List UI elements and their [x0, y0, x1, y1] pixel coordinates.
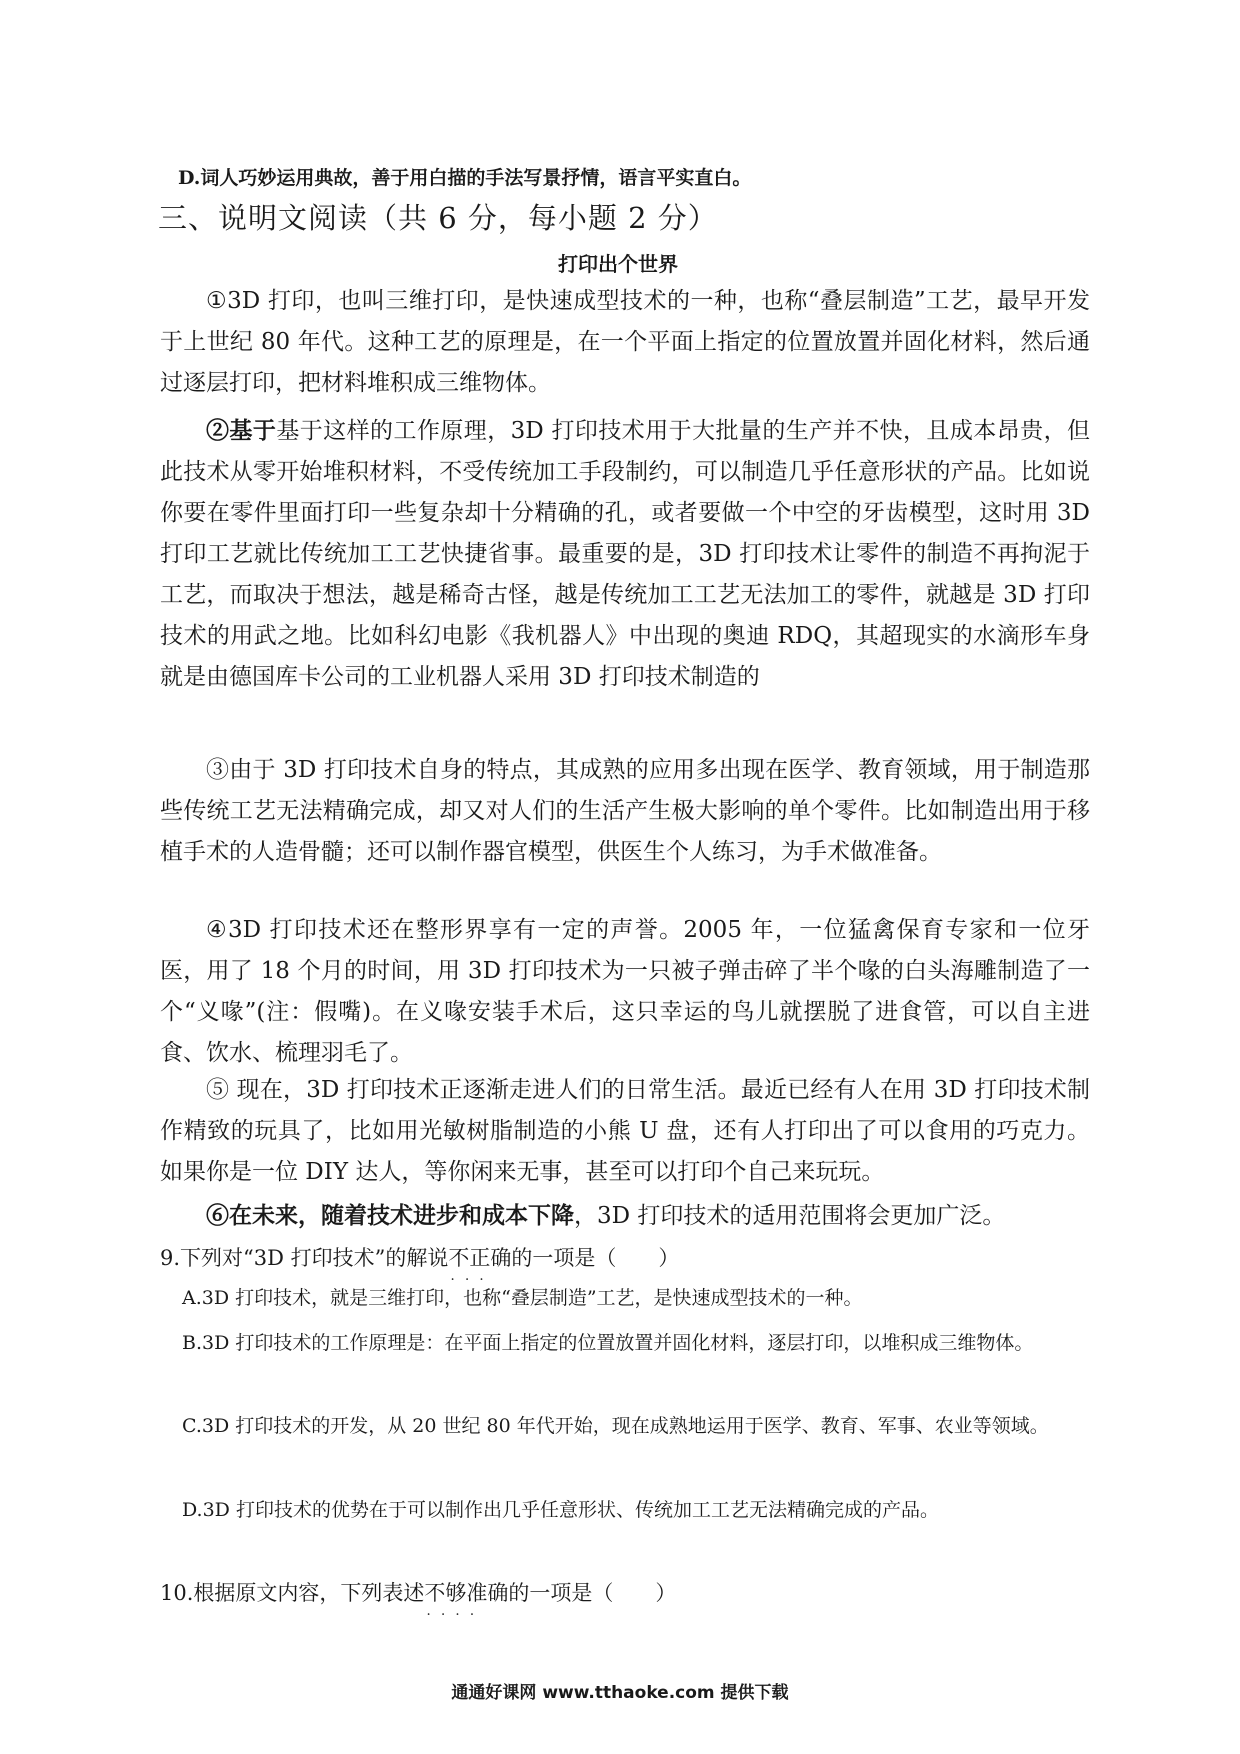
- article-paragraph-3: ③由于 3D 打印技术自身的特点，其成熟的应用多出现在医学、教育领域，用于制造那些传统工艺无法精确完成，却又对人们的生活产生极大影响的单个零件。比如制造出用于移植手术的人造骨髓；还可以制作器官模型，供医生个人练习，为手术做准备。: [160, 757, 1090, 865]
- emphasis-dots: .​.​.​.: [426, 1603, 485, 1619]
- article-paragraph-4: ④3D 打印技术还在整形界享有一定的声誉。2005 年，一位猛禽保育专家和一位牙医，用了 18 个月的时间，用 3D 打印技术为一只被子弹击碎了半个喙的白头海雕制造了一个“义喙”(注：假嘴)。在义喙安装手术后，这只幸运的鸟儿就摆脱了进食管，可以自主进食、饮水、梳理羽毛了。: [160, 917, 1090, 1066]
- q9-stem-after: 的一项是（ ）: [511, 1246, 680, 1270]
- q9-emphasis-text: 不正确: [448, 1246, 512, 1270]
- q9-emphasis: [448, 1246, 512, 1284]
- q9-option-a: A.3D 打印技术，就是三维打印，也称“叠层制造”工艺，是快速成型技术的一种。: [182, 1287, 863, 1309]
- question-9-stem: [160, 1242, 680, 1284]
- article-paragraph-2: [160, 410, 1090, 698]
- paragraph-2-text: 基于这样的工作原理，3D 打印技术用于大批量的生产并不快，且成本昂贵，但此技术从零开始堆积材料，不受传统加工手段制约，可以制造几乎任意形状的产品。比如说你要在零件里面打印一些复杂却十分精确的孔，或者要做一个中空的牙齿模型，这时用 3D 打印工艺就比传统加工工艺快捷省事。最重要的是，3D 打印技术让零件的制造不再拘泥于工艺，而取决于想法，越是稀奇古怪，越是传统加工工艺无法加工的零件，就越是 3D 打印技术的用武之地。比如科幻电影《我机器人》中出现的奥迪 RDQ，其超现实的水滴形车身就是由德国库卡公司的工业机器人采用 3D 打印技术制造的: [160, 418, 1091, 690]
- section-heading: 三、说明文阅读（共 6 分，每小题 2 分）: [158, 201, 718, 235]
- q9-option-c: C.3D 打印技术的开发，从 20 世纪 80 年代开始，现在成熟地运用于医学、教育、军事、农业等领域。: [182, 1415, 1049, 1437]
- article-title: 打印出个世界: [558, 252, 678, 276]
- emphasis-dots: .​.​.: [450, 1268, 494, 1284]
- q9-option-d: D.3D 打印技术的优势在于可以制作出几乎任意形状、传统加工工艺无法精确完成的产品。: [182, 1499, 939, 1521]
- paragraph-6-text: ，3D 打印技术的适用范围将会更加广泛。: [574, 1203, 1006, 1229]
- paragraph-6-bold-lead: ⑥在未来，随着技术进步和成本下降: [206, 1202, 574, 1229]
- article-paragraph-6: [160, 1195, 1090, 1237]
- paragraph-2-bold-lead: ②基于: [206, 417, 277, 444]
- q10-emphasis: [424, 1581, 509, 1619]
- previous-question-option-d: D.词人巧妙运用典故，善于用白描的手法写景抒情，语言平实直白。: [178, 167, 752, 189]
- q9-stem-before: 9.下列对“3D 打印技术”的解说: [160, 1246, 449, 1270]
- q10-stem-after: 的一项是（ ）: [508, 1581, 677, 1605]
- page-footer: 通通好课网 www.tthaoke.com 提供下载: [451, 1683, 789, 1703]
- question-10-stem: [160, 1577, 677, 1619]
- q9-option-b: B.3D 打印技术的工作原理是：在平面上指定的位置放置并固化材料，逐层打印，以堆积成三维物体。: [182, 1332, 1034, 1354]
- q10-emphasis-text: 不够准确: [424, 1581, 509, 1605]
- article-paragraph-1: ①3D 打印，也叫三维打印，是快速成型技术的一种，也称“叠层制造”工艺，最早开发于上世纪 80 年代。这种工艺的原理是，在一个平面上指定的位置放置并固化材料，然后通过逐层打印，把材料堆积成三维物体。: [160, 288, 1090, 396]
- article-paragraph-5: ⑤ 现在，3D 打印技术正逐渐走进人们的日常生活。最近已经有人在用 3D 打印技术制作精致的玩具了，比如用光敏树脂制造的小熊 U 盘，还有人打印出了可以食用的巧克力。如果你是一位 DIY 达人，等你闲来无事，甚至可以打印个自己来玩玩。: [160, 1077, 1090, 1185]
- q10-stem-before: 10.根据原文内容，下列表述: [160, 1581, 425, 1605]
